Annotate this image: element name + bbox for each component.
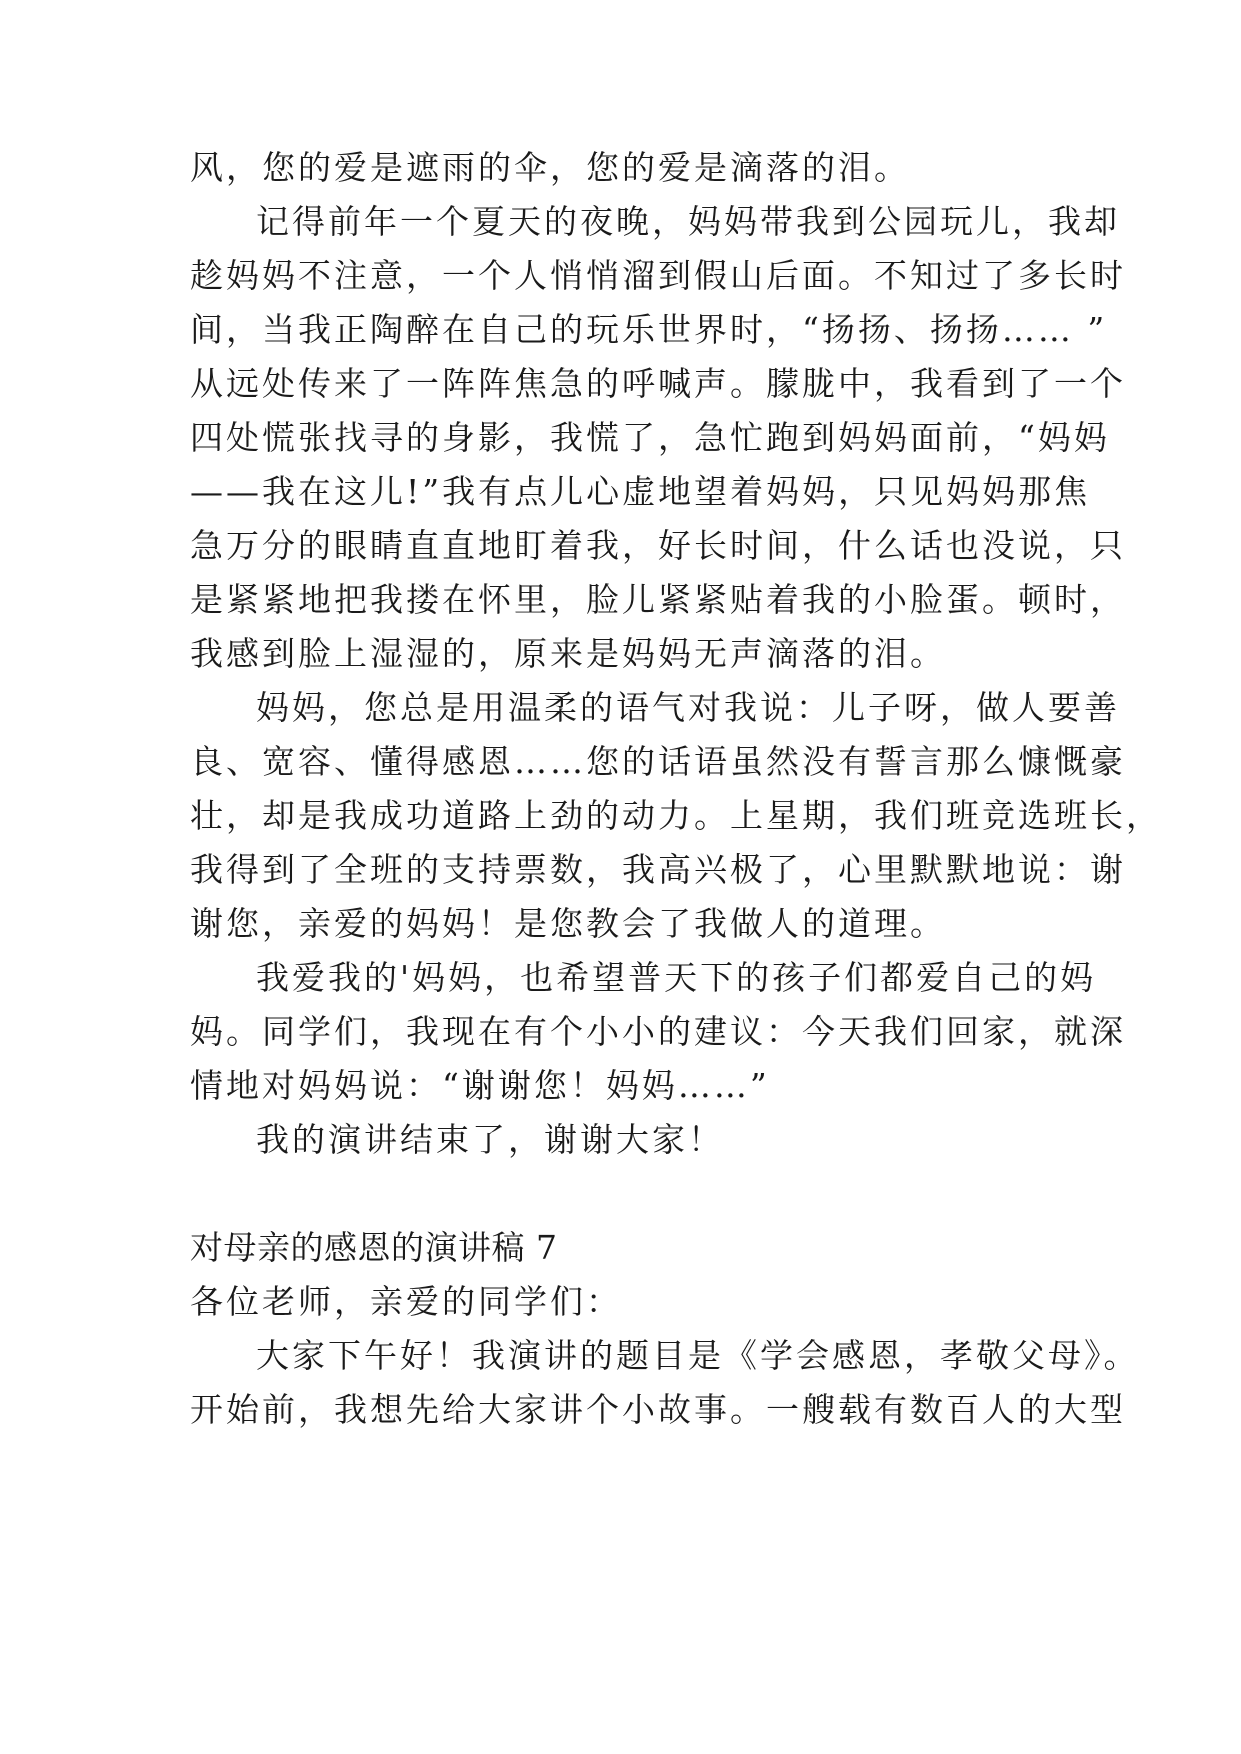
paragraph-line: 妈妈，您总是用温柔的语气对我说：儿子呀，做人要善 [256, 688, 1120, 727]
paragraph-line: ——我在这儿!”我有点儿心虚地望着妈妈，只见妈妈那焦 [190, 472, 1091, 511]
paragraph-line: 我的演讲结束了，谢谢大家！ [256, 1120, 724, 1159]
paragraph-line: 我爱我的'妈妈，也希望普天下的孩子们都爱自己的妈 [256, 958, 1097, 997]
paragraph-line: 趁妈妈不注意，一个人悄悄溜到假山后面。不知过了多长时 [190, 256, 1126, 295]
paragraph-line: 妈。同学们，我现在有个小小的建议：今天我们回家，就深 [190, 1012, 1126, 1051]
paragraph-line: 壮，却是我成功道路上劲的动力。上星期，我们班竞选班长， [190, 796, 1162, 835]
paragraph-line: 大家下午好！我演讲的题目是《学会感恩，孝敬父母》。 [256, 1336, 1140, 1375]
paragraph-line: 从远处传来了一阵阵焦急的呼喊声。朦胧中，我看到了一个 [190, 364, 1126, 403]
paragraph-line: 是紧紧地把我搂在怀里，脸儿紧紧贴着我的小脸蛋。顿时， [190, 580, 1126, 619]
paragraph-line: 我感到脸上湿湿的，原来是妈妈无声滴落的泪。 [190, 634, 946, 673]
paragraph-line: 我得到了全班的支持票数，我高兴极了，心里默默地说：谢 [190, 850, 1126, 889]
paragraph-line: 间，当我正陶醉在自己的玩乐世界时，“扬扬、扬扬…… ” [190, 310, 1108, 349]
paragraph-line: 四处慌张找寻的身影，我慌了，急忙跑到妈妈面前，“妈妈 [190, 418, 1110, 457]
salutation: 各位老师，亲爱的同学们： [190, 1282, 622, 1321]
paragraph-line: 记得前年一个夏天的夜晚，妈妈带我到公园玩儿，我却 [256, 202, 1120, 241]
paragraph-line: 急万分的眼睛直直地盯着我，好长时间，什么话也没说，只 [190, 526, 1126, 565]
paragraph-line: 风，您的爱是遮雨的伞，您的爱是滴落的泪。 [190, 148, 910, 187]
paragraph-line: 情地对妈妈说：“谢谢您！妈妈……” [190, 1066, 770, 1105]
paragraph-line: 开始前，我想先给大家讲个小故事。一艘载有数百人的大型 [190, 1390, 1126, 1429]
section-title: 对母亲的感恩的演讲稿 7 [190, 1228, 558, 1267]
paragraph-line: 谢您，亲爱的妈妈！是您教会了我做人的道理。 [190, 904, 946, 943]
paragraph-line: 良、宽容、懂得感恩……您的话语虽然没有誓言那么慷慨豪 [190, 742, 1126, 781]
